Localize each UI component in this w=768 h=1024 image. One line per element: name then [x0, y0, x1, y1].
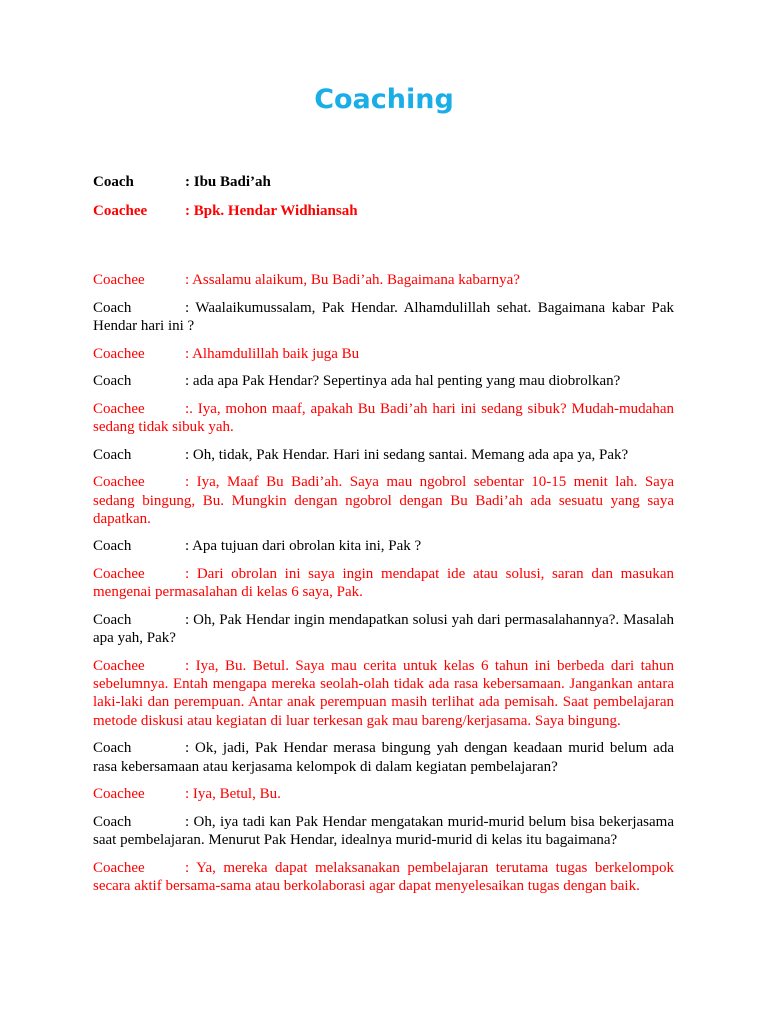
- speaker-label: Coach: [93, 538, 132, 555]
- dialogue-turn: [93, 565, 674, 602]
- dialogue-turn: [93, 345, 674, 363]
- dialogue-turn: [93, 271, 674, 289]
- utterance-text: : Iya, Maaf Bu Badi’ah. Saya mau ngobrol sebentar 10-15 menit lah. Saya sedang bingung, Bu. Mungkin dengan ngobrol dengan Bu Badi’ah ada sesuatu yang saya dapatkan.: [93, 474, 674, 527]
- coachee-label: Coachee: [93, 203, 148, 219]
- speaker-label: Coachee: [93, 566, 145, 583]
- utterance-text: : Apa tujuan dari obrolan kita ini, Pak ?: [185, 538, 422, 555]
- coach-label: Coach: [93, 174, 134, 190]
- coachee-name: : Bpk. Hendar Widhiansah: [185, 203, 358, 219]
- coach-header: [93, 173, 693, 191]
- speaker-label: Coach: [93, 740, 132, 757]
- dialogue-turn: [93, 785, 674, 803]
- utterance-text: : Iya, Bu. Betul. Saya mau cerita untuk kelas 6 tahun ini berbeda dari tahun sebelumnya. Entah mengapa mereka seolah-olah tidak ada rasa kebersamaan. Jangankan antara laki-laki dan perempuan. Antar anak perempuan masih terlihat ada pemisah. Saat pembelajaran metode diskusi atau kegiatan di luar terkesan gak mau bareng/kerjasama. Saya bingung.: [93, 657, 674, 729]
- dialogue-list: [93, 271, 674, 905]
- speaker-label: Coachee: [93, 786, 145, 803]
- utterance-text: : Oh, tidak, Pak Hendar. Hari ini sedang santai. Memang ada apa ya, Pak?: [185, 446, 629, 463]
- utterance-text: : Dari obrolan ini saya ingin mendapat ide atau solusi, saran dan masukan mengenai permasalahan di kelas 6 saya, Pak.: [93, 566, 674, 601]
- utterance-text: :. Iya, mohon maaf, apakah Bu Badi’ah hari ini sedang sibuk? Mudah-mudahan sedang tidak sibuk yah.: [93, 400, 674, 436]
- utterance-text: : Assalamu alaikum, Bu Badi’ah. Bagaimana kabarnya?: [185, 272, 520, 288]
- dialogue-turn: [93, 739, 674, 776]
- utterance-text: : ada apa Pak Hendar? Sepertinya ada hal penting yang mau diobrolkan?: [185, 373, 621, 390]
- dialogue-turn: [93, 657, 674, 730]
- dialogue-turn: [93, 611, 674, 648]
- speaker-label: Coach: [93, 446, 132, 463]
- coachee-header: [93, 202, 693, 220]
- dialogue-turn: [93, 537, 674, 555]
- utterance-text: : Alhamdulillah baik juga Bu: [185, 345, 360, 362]
- utterance-text: : Oh, iya tadi kan Pak Hendar mengatakan murid-murid belum bisa bekerjasama saat pembelajaran. Menurut Pak Hendar, idealnya murid-murid di kelas itu bagaimana?: [93, 813, 674, 849]
- speaker-label: Coach: [93, 813, 132, 830]
- dialogue-turn: [93, 299, 674, 336]
- dialogue-turn: [93, 859, 674, 896]
- utterance-text: : Ya, mereka dapat melaksanakan pembelajaran terutama tugas berkelompok secara aktif bersama-sama atau berkolaborasi agar dapat menyelesaikan tugas dengan baik.: [93, 859, 674, 894]
- speaker-label: Coachee: [93, 657, 145, 674]
- speaker-label: Coachee: [93, 859, 145, 876]
- dialogue-turn: [93, 372, 674, 390]
- utterance-text: : Oh, Pak Hendar ingin mendapatkan solusi yah dari permasalahannya?. Masalah apa yah, Pak?: [93, 612, 674, 647]
- dialogue-turn: [93, 473, 674, 528]
- dialogue-turn: [93, 446, 674, 464]
- speaker-label: Coach: [93, 373, 132, 390]
- speaker-label: Coachee: [93, 272, 145, 288]
- speaker-label: Coachee: [93, 474, 145, 491]
- utterance-text: : Ok, jadi, Pak Hendar merasa bingung yah dengan keadaan murid belum ada rasa kebersamaan atau kerjasama kelompok di dalam kegiatan pembelajaran?: [93, 740, 674, 775]
- speaker-label: Coach: [93, 612, 132, 629]
- speaker-label: Coachee: [93, 345, 145, 362]
- coach-name: : Ibu Badi’ah: [185, 174, 271, 190]
- utterance-text: : Iya, Betul, Bu.: [185, 786, 281, 803]
- dialogue-turn: [93, 400, 674, 437]
- document-title: Coaching: [314, 84, 454, 115]
- speaker-label: Coach: [93, 299, 132, 316]
- utterance-text: : Waalaikumussalam, Pak Hendar. Alhamdulillah sehat. Bagaimana kabar Pak Hendar hari ini ?: [93, 299, 674, 334]
- dialogue-turn: [93, 813, 674, 850]
- speaker-label: Coachee: [93, 400, 145, 417]
